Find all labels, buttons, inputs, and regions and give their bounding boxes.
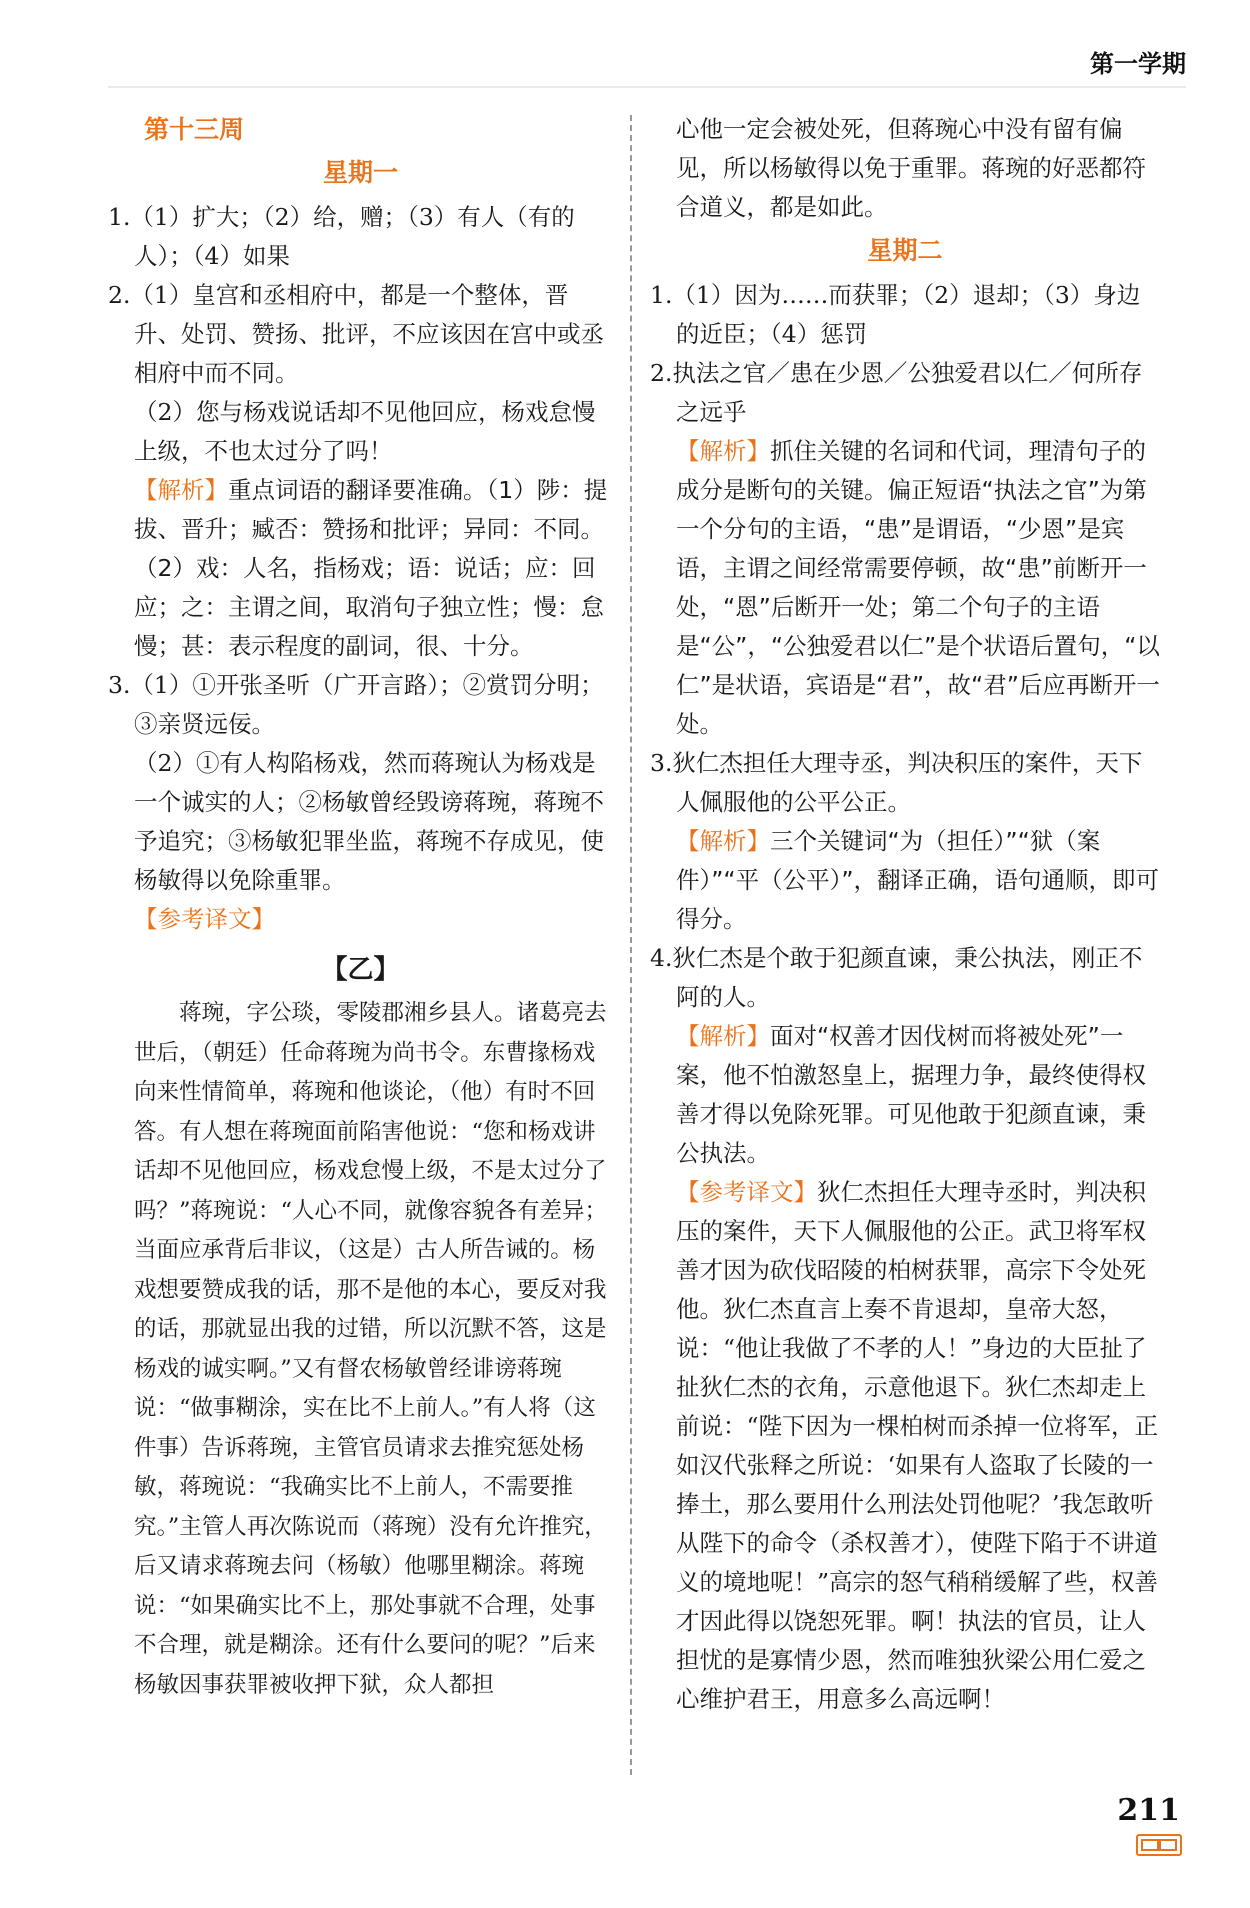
reference-translation-tag: 【参考译文】 [676, 1178, 817, 1206]
translation-text: 蒋琬，字公琰，零陵郡湘乡县人。诸葛亮去世后，（朝廷）任命蒋琬为尚书令。东曹掾杨戏向来性情简单，蒋琬和他谈论，（他）有时不回答。有人想在蒋琬面前陷害他说：“您和杨戏讲话却不见他回应，杨戏怠慢上级，不是太过分了吗？”蒋琬说：“人心不同，就像容貌各有差异；当面应承背后非议，（这是）古人所告诫的。杨戏想要赞成我的话，那不是他的本心，要反对我的话，那就显出我的过错，所以沉默不答，这是杨戏的诚实啊。”又有督农杨敏曾经诽谤蒋琬说：“做事糊涂，实在比不上前人。”有人将（这件事）告诉蒋琬，主管官员请求去推究惩处杨敏，蒋琬说：“我确实比不上前人，不需要推究。”主管人再次陈说而（蒋琬）没有允许推究，后又请求蒋琬去问（杨敏）他哪里糊涂。蒋琬说：“如果确实比不上，那处事就不合理，处事不合理，就是糊涂。还有什么要问的呢？”后来杨敏因事获罪被收押下狱，众人都担 [134, 1000, 608, 1698]
reference-translation-tag: 【参考译文】 [134, 905, 275, 933]
analysis-3-tue [650, 822, 1160, 939]
translation-continued: 心他一定会被处死，但蒋琬心中没有留有偏见，所以杨敏得以免于重罪。蒋琬的好恶都符合道义，都是如此。 [676, 115, 1146, 221]
answer-1: 1.（1）扩大；（2）给，赠；（3）有人（有的人）；（4）如果 [108, 203, 575, 270]
week-title: 第十三周 [144, 115, 245, 144]
left-column [108, 110, 613, 1705]
answer-2-1: 2.（1）皇宫和丞相府中，都是一个整体，晋升、处罚、赞扬、批评，不应该因在宫中或丞相府中而不同。 [108, 281, 604, 387]
analysis-tag: 【解析】 [676, 437, 770, 465]
page-number: 211 [1117, 1793, 1180, 1828]
analysis-text: 抓住关键的名词和代词，理清句子的成分是断句的关键。偏正短语“执法之官”为第一个分句的主语，“患”是谓语，“少恩”是宾语，主谓之间经常需要停顿，故“患”前断开一处，“恩”后断开一处；第二个句子的主语是“公”，“公独爱君以仁”是个状语后置句，“以仁”是状语，宾语是“君”，故“君”后应再断开一处。 [676, 437, 1160, 738]
answer-4-tue: 4.狄仁杰是个敢于犯颜直谏，秉公执法，刚正不阿的人。 [650, 944, 1143, 1011]
analysis-2 [108, 471, 613, 666]
analysis-text: 三个关键词“为（担任）”“狱（案件）”“平（公平）”，翻译正确，语句通顺，即可得分。 [676, 827, 1160, 933]
analysis-tag: 【解析】 [676, 1022, 770, 1050]
analysis-4-tue [650, 1017, 1160, 1173]
answer-1-tue: 1.（1）因为……而获罪；（2）退却；（3）身边的近臣；（4）惩罚 [650, 281, 1141, 348]
analysis-tag: 【解析】 [134, 476, 228, 504]
answer-3-tue: 3.狄仁杰担任大理寺丞，判决积压的案件，天下人佩服他的公平公正。 [650, 749, 1143, 816]
analysis-text: 面对“权善才因伐树而将被处死”一案，他不怕激怒皇上，据理力争，最终使得权善才得以免除死罪。可见他敢于犯颜直谏，秉公执法。 [676, 1022, 1146, 1167]
answer-3-2: （2）①有人构陷杨戏，然而蒋琬认为杨戏是一个诚实的人；②杨敏曾经毁谤蒋琬，蒋琬不予追究；③杨敏犯罪坐监，蒋琬不存成见，使杨敏得以免除重罪。 [134, 749, 604, 894]
answer-2-tue: 2.执法之官／患在少恩／公独爱君以仁／何所存之远乎 [650, 359, 1143, 426]
analysis-2-tue [650, 432, 1160, 744]
answer-2-2: （2）您与杨戏说话却不见他回应，杨戏怠慢上级，不也太过分了吗！ [134, 398, 596, 465]
page-logo-icon [1136, 1834, 1182, 1856]
day-title-monday: 星期一 [322, 158, 398, 187]
analysis-tag: 【解析】 [676, 827, 770, 855]
day-title-tuesday: 星期二 [867, 236, 943, 265]
translation-text: 狄仁杰担任大理寺丞时，判决积压的案件，天下人佩服他的公正。武卫将军权善才因为砍伐昭陵的柏树获罪，高宗下令处死他。狄仁杰直言上奏不肯退却，皇帝大怒，说：“他让我做了不孝的人！”身边的大臣扯了扯狄仁杰的衣角，示意他退下。狄仁杰却走上前说：“陛下因为一棵柏树而杀掉一位将军，正如汉代张释之所说：‘如果有人盗取了长陵的一捧土，那么要用什么刑法处罚他呢？’我怎敢听从陛下的命令（杀权善才），使陛下陷于不讲道义的境地呢！”高宗的怒气稍稍缓解了些，权善才因此得以饶恕死罪。啊！执法的官员，让人担忧的是寡情少恩，然而唯独狄梁公用仁爱之心维护君王，用意多么高远啊！ [676, 1178, 1159, 1713]
column-divider [630, 115, 632, 1775]
translation-title: 【乙】 [321, 955, 400, 985]
term-header: 第一学期 [1090, 50, 1186, 78]
header-rule [108, 86, 1186, 88]
answer-3-1: 3.（1）①开张圣听（广开言路）；②赏罚分明；③亲贤远佞。 [108, 671, 604, 738]
analysis-text: 重点词语的翻译要准确。（1）陟：提拔、晋升；臧否：赞扬和批评；异同：不同。（2）戏：人名，指杨戏；语：说话；应：回应；之：主谓之间，取消句子独立性；慢：怠慢；甚：表示程度的副词，很、十分。 [134, 476, 608, 660]
reference-translation-tue [650, 1173, 1160, 1719]
right-column [650, 110, 1160, 1719]
